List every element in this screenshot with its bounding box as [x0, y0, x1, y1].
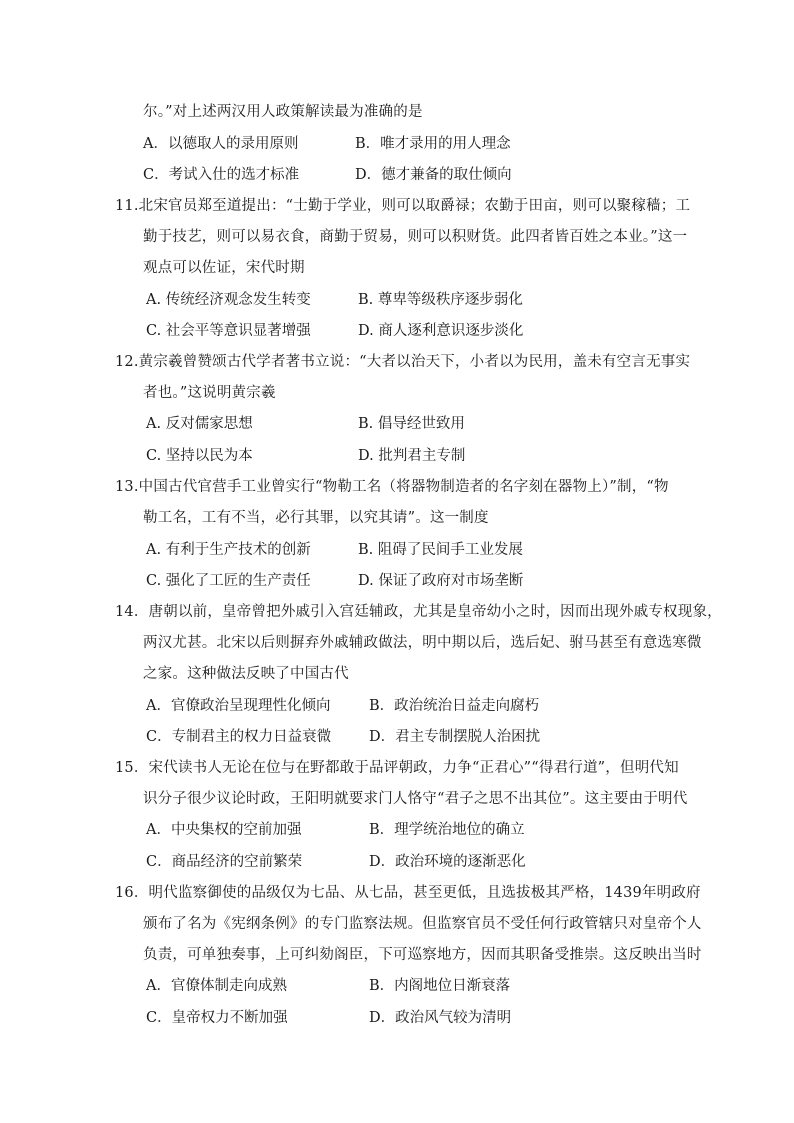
- q12-option-a[interactable]: A. 反对儒家思想: [146, 416, 253, 432]
- q14-option-a[interactable]: A．官僚政治呈现理性化倾向: [146, 698, 331, 714]
- q12-option-b[interactable]: B. 倡导经世致用: [358, 416, 465, 432]
- q11-stem-line-2: 勤于技艺，则可以易衣食，商勤于贸易，则可以积财货。此四者皆百姓之本业。”这一: [143, 229, 688, 245]
- q13-stem-line-2: 勒工名，工有不当，必行其罪，以究其请”。这一制度: [143, 510, 489, 526]
- q11-stem-line-3: 观点可以佐证，宋代时期: [143, 260, 305, 276]
- q13-option-d[interactable]: D. 保证了政府对市场垄断: [358, 573, 524, 589]
- q16-stem-line-2: 颁布了名为《宪纲条例》的专门监察法规。但监察官员不受任何行政管辖只对皇帝个人: [143, 916, 702, 932]
- q13-option-b[interactable]: B. 阻碍了民间手工业发展: [358, 542, 523, 558]
- q10-option-a[interactable]: A．以德取人的录用原则: [143, 136, 299, 152]
- q11-option-b[interactable]: B. 尊卑等级秩序逐步弱化: [358, 292, 523, 308]
- q14-stem-line-3: 之家。这种做法反映了中国古代: [143, 666, 349, 682]
- q12-stem-line-1: 12.黄宗羲曾赞颂古代学者著书立说：“大者以治天下，小者以为民用，盖未有空言无事实: [115, 354, 691, 370]
- q13-stem-line-1: 13.中国古代官营手工业曾实行“物勒工名（将器物制造者的名字刻在器物上）”制，“物: [115, 479, 669, 495]
- q12-option-d[interactable]: D. 批判君主专制: [358, 448, 466, 464]
- q16-option-a[interactable]: A．官僚体制走向成熟: [146, 978, 287, 994]
- q14-option-c[interactable]: C．专制君主的权力日益衰微: [146, 729, 332, 745]
- q15-option-d[interactable]: D．政治环境的逐渐恶化: [369, 854, 526, 870]
- q16-option-d[interactable]: D．政治风气较为清明: [369, 1010, 512, 1026]
- q16-stem-line-3: 负责，可单独奏事，上可纠劾阁臣，下可巡察地方，因而其职备受推崇。这反映出当时: [143, 947, 702, 963]
- q13-option-a[interactable]: A. 有利于生产技术的创新: [146, 542, 311, 558]
- q11-option-a[interactable]: A. 传统经济观念发生转变: [146, 292, 311, 308]
- q14-stem-line-1: 14．唐朝以前，皇帝曾把外戚引入宫廷辅政，尤其是皇帝幼小之时，因而出现外戚专权现象，: [115, 604, 722, 620]
- q11-option-c[interactable]: C. 社会平等意识显著增强: [146, 323, 311, 339]
- q16-stem-line-1: 16．明代监察御使的品级仅为七品、从七品，甚至更低，且选拔极其严格，1439年明政府: [115, 885, 701, 901]
- q14-stem-line-2: 两汉尤甚。北宋以后则摒弃外戚辅政做法，明中期以后，选后妃、驸马甚至有意选寒微: [143, 635, 702, 651]
- q15-option-c[interactable]: C．商品经济的空前繁荣: [146, 854, 303, 870]
- q15-option-a[interactable]: A．中央集权的空前加强: [146, 822, 302, 838]
- q11-option-d[interactable]: D. 商人逐利意识逐步淡化: [358, 323, 524, 339]
- q10-option-d[interactable]: D．德才兼备的取仕倾向: [355, 167, 512, 183]
- q14-option-d[interactable]: D．君主专制摆脱人治困扰: [369, 729, 541, 745]
- q14-option-b[interactable]: B．政治统治日益走向腐朽: [369, 698, 540, 714]
- q10-option-b[interactable]: B．唯才录用的用人理念: [355, 136, 511, 152]
- q16-option-b[interactable]: B．内阁地位日渐衰落: [369, 978, 511, 994]
- q13-option-c[interactable]: C. 强化了工匠的生产责任: [146, 573, 311, 589]
- q12-stem-line-2: 者也。”这说明黄宗羲: [143, 385, 276, 401]
- q15-stem-line-2: 识分子很少议论时政，王阳明就要求门人恪守“君子之思不出其位”。这主要由于明代: [143, 791, 688, 807]
- q15-stem-line-1: 15．宋代读书人无论在位与在野都敢于品评朝政，力争“正君心”“得君行道”，但明代知: [115, 760, 679, 776]
- q12-option-c[interactable]: C. 坚持以民为本: [146, 448, 253, 464]
- q10-option-c[interactable]: C．考试入仕的选才标准: [143, 167, 300, 183]
- q16-option-c[interactable]: C．皇帝权力不断加强: [146, 1010, 288, 1026]
- q15-option-b[interactable]: B．理学统治地位的确立: [369, 822, 525, 838]
- q10-stem-tail: 尔。”对上述两汉用人政策解读最为准确的是: [143, 104, 423, 120]
- q11-stem-line-1: 11.北宋官员郑至道提出：“士勤于学业，则可以取爵禄；农勤于田亩，则可以聚稼穑；工: [115, 198, 691, 214]
